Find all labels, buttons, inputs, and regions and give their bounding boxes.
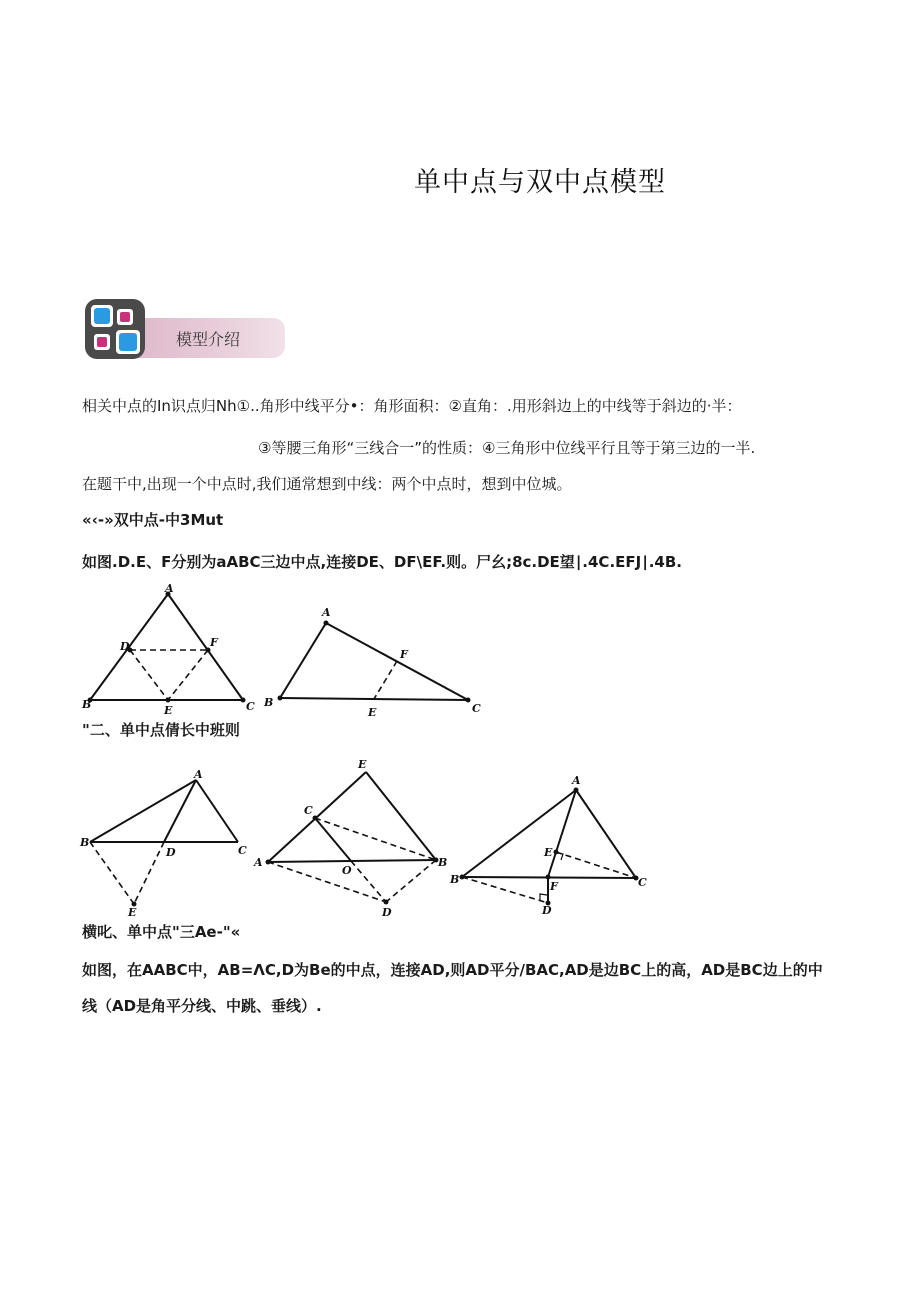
figure-perpendiculars (448, 770, 654, 920)
label-c: C (246, 700, 255, 713)
point-b (278, 696, 283, 701)
label-b: B (450, 873, 460, 886)
point-f (546, 875, 551, 880)
label-o: O (342, 864, 352, 877)
label-a: A (194, 768, 203, 781)
label-b: B (80, 836, 90, 849)
puzzle-icon (82, 296, 148, 362)
label-c: C (304, 804, 313, 817)
label-a: A (254, 856, 263, 869)
point-c (313, 816, 318, 821)
figure-midpoint-triangle (80, 582, 260, 722)
figure-two-triangles (250, 756, 450, 922)
label-a: A (322, 606, 331, 619)
label-a: A (572, 774, 581, 787)
point-d (384, 900, 389, 905)
intro-line-3: 在题干中,出现一个中点时,我们通常想到中线：两个中点时，想到中位城。 (82, 475, 572, 493)
figure-triangle-midline (258, 598, 488, 718)
section-banner (82, 296, 287, 362)
label-b: B (264, 696, 274, 709)
intro-line-2: ③等腰三角形“三线合一”的性质：④三角形中位线平行且等于第三边的一半. (258, 439, 756, 457)
figure-median-extension (78, 766, 258, 918)
page-title: 单中点与双中点模型 (414, 167, 666, 198)
banner-label: 模型介绍 (176, 330, 241, 349)
label-d: D (120, 640, 130, 653)
point-e (166, 698, 171, 703)
point-a (574, 788, 579, 793)
label-c: C (238, 844, 247, 857)
label-b: B (438, 856, 448, 869)
label-d: D (382, 906, 392, 919)
point-a (324, 621, 329, 626)
label-c: C (472, 702, 481, 715)
label-c: C (638, 876, 647, 889)
label-f: F (210, 636, 218, 649)
heading-three-lines: 横叱、单中点"三Ae-"« (82, 923, 241, 941)
point-b (460, 875, 465, 880)
label-f: F (550, 880, 558, 893)
heading-double-midpoint: «‹-»双中点-中3Mut (82, 511, 224, 529)
label-e: E (128, 906, 137, 918)
paragraph-isosceles-line-2: 线（AD是角平分线、中跳、垂线）. (82, 997, 322, 1015)
point-c (466, 698, 471, 703)
heading-single-midpoint-extend: "二、单中点倩长中班则 (82, 721, 240, 739)
paragraph-isosceles-line-1: 如图，在AABC中，AB=ΛC,D为Be的中点，连接AD,则AD平分/BAC,AD是边BC上的高，AD是BC边上的中 (82, 961, 823, 979)
label-d: D (166, 846, 176, 859)
label-f: F (400, 648, 408, 661)
point-a (266, 860, 271, 865)
intro-line-1: 相关中点的In识点归Nh①..角形中线平分•：角形面积：②直角：.用形斜边上的中线等于斜边的·半： (82, 397, 742, 415)
label-e: E (544, 846, 553, 859)
point-c (241, 698, 246, 703)
label-a: A (165, 582, 174, 595)
point-e (554, 850, 559, 855)
label-d: D (542, 904, 552, 917)
label-b: B (82, 698, 92, 711)
label-e: E (358, 758, 367, 771)
label-e: E (368, 706, 377, 718)
paragraph-midline: 如图.D.E、F分别为aABC三边中点,连接DE、DF\EF.则。尸幺;8c.DE望∣.4C.EFJ∣.4B. (82, 553, 682, 571)
label-e: E (164, 704, 173, 717)
